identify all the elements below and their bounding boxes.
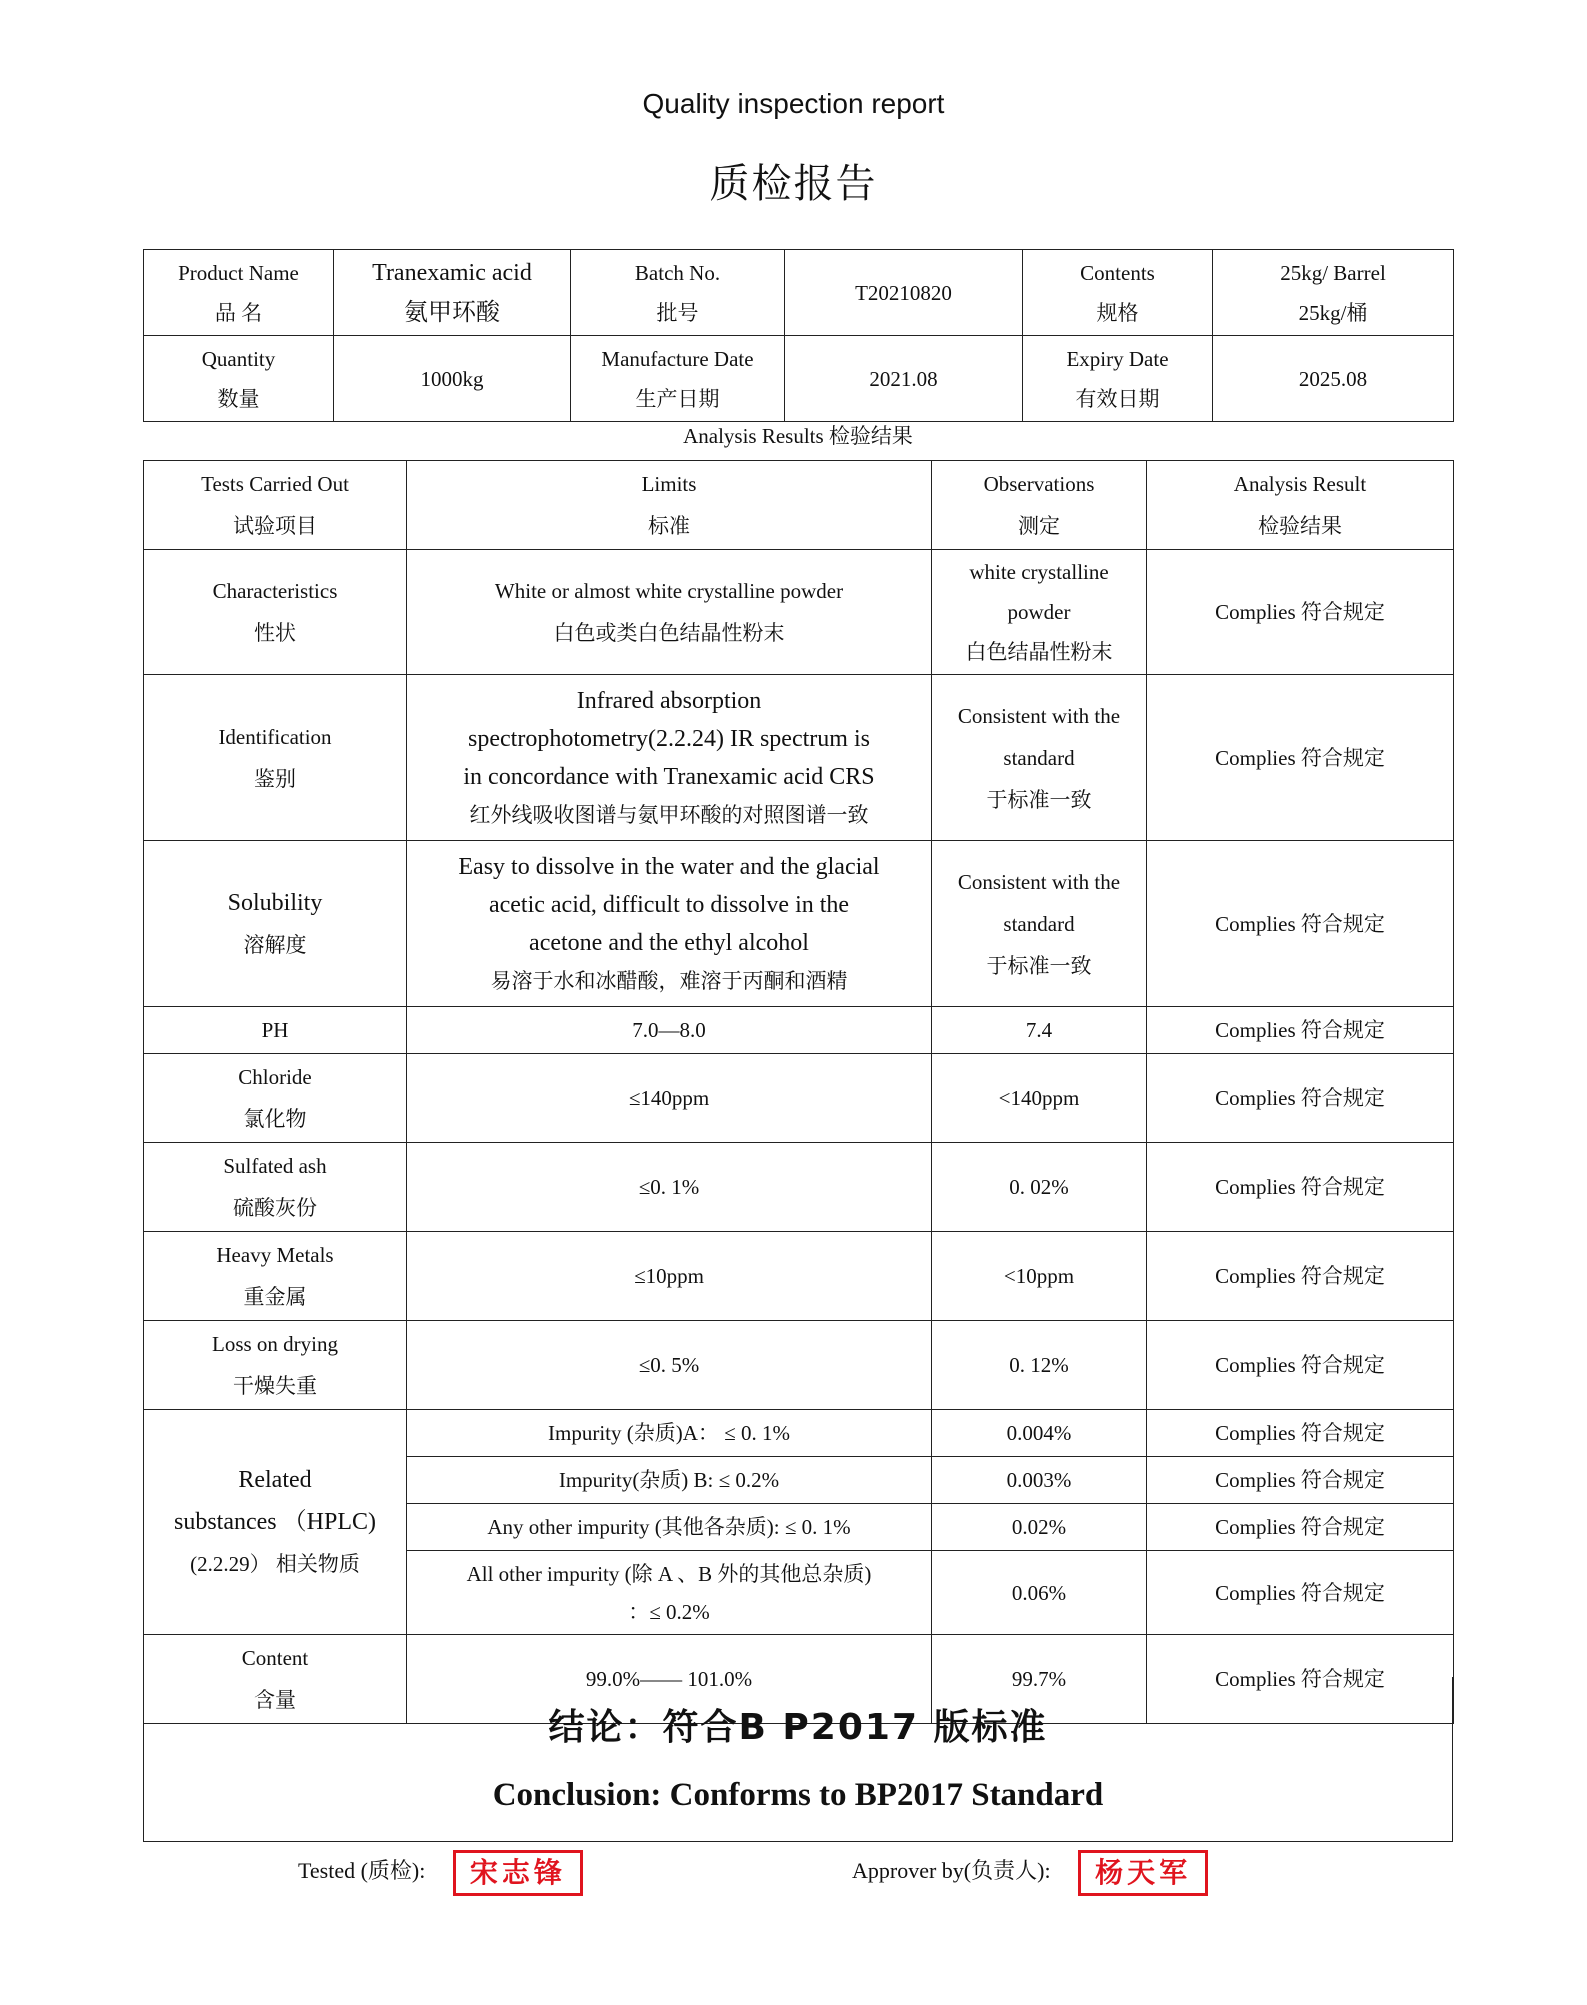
quantity-value: 1000kg: [334, 336, 571, 422]
info-row-1: [144, 250, 1454, 336]
row-identification: [144, 675, 1454, 841]
product-name-label-zh: 品 名: [214, 300, 263, 325]
sulfated-ash-test: [144, 1143, 407, 1232]
analysis-results-table: [143, 460, 1454, 1724]
header-tests-en: Tests Carried Out: [201, 472, 349, 496]
manufacture-date-label: [571, 336, 785, 422]
identification-test-zh: 鉴别: [254, 766, 296, 791]
expiry-date-label: [1023, 336, 1213, 422]
info-row-2: [144, 336, 1454, 422]
related-test-line1: Related: [238, 1467, 312, 1493]
content-test-zh: 含量: [254, 1688, 296, 1712]
identification-result: Complies 符合规定: [1147, 675, 1454, 841]
chloride-test: [144, 1054, 407, 1143]
row-loss-on-drying: [144, 1321, 1454, 1410]
total-impurity-observation: 0.06%: [932, 1551, 1147, 1635]
characteristics-test-en: Characteristics: [212, 579, 338, 603]
tested-label: Tested (质检):: [298, 1858, 426, 1884]
row-heavy-metals: [144, 1232, 1454, 1321]
header-limits-en: Limits: [641, 472, 697, 496]
solubility-test-zh: 溶解度: [243, 932, 307, 957]
ph-test: PH: [144, 1007, 407, 1054]
solubility-observation: [932, 841, 1147, 1007]
header-result-zh: 检验结果: [1258, 514, 1342, 538]
solubility-obs-line1: Consistent with the: [957, 869, 1121, 894]
product-info-table: [143, 249, 1454, 422]
identification-limit: [407, 675, 932, 841]
solubility-obs-line2: standard: [1003, 911, 1075, 936]
contents-label-zh: 规格: [1096, 300, 1139, 325]
impurity-a-limit: Impurity (杂质)A： ≤ 0. 1%: [407, 1410, 932, 1457]
related-substances-test: [144, 1410, 407, 1635]
header-limits-zh: 标准: [648, 514, 690, 538]
approver-stamp: 杨天军: [1078, 1850, 1208, 1896]
solubility-limit: [407, 841, 932, 1007]
content-test-en: Content: [241, 1646, 309, 1670]
loss-on-drying-test-zh: 干燥失重: [233, 1374, 317, 1398]
sulfated-ash-observation: 0. 02%: [932, 1143, 1147, 1232]
contents-label-en: Contents: [1080, 260, 1155, 285]
expiry-date-value: 2025.08: [1213, 336, 1454, 422]
content-result: Complies 符合规定: [1147, 1635, 1454, 1724]
header-obs-zh: 测定: [1018, 514, 1060, 538]
content-limit: 99.0%—— 101.0%: [407, 1635, 932, 1724]
impurity-a-observation: 0.004%: [932, 1410, 1147, 1457]
total-impurity-limit-line1: All other impurity (除 A 、B 外的其他总杂质): [466, 1561, 872, 1586]
loss-on-drying-limit: ≤0. 5%: [407, 1321, 932, 1410]
solubility-limit-zh: 易溶于水和冰醋酸，难溶于丙酮和酒精: [490, 968, 848, 993]
batch-label: [571, 250, 785, 336]
characteristics-observation: [932, 550, 1147, 675]
expiry-label-en: Expiry Date: [1066, 346, 1169, 371]
impurity-b-limit: Impurity(杂质) B: ≤ 0.2%: [407, 1457, 932, 1504]
heavy-metals-observation: <10ppm: [932, 1232, 1147, 1321]
header-tests: [144, 461, 407, 550]
batch-label-en: Batch No.: [634, 260, 721, 285]
report-title-en: Quality inspection report: [642, 88, 945, 119]
header-obs-en: Observations: [983, 472, 1095, 496]
row-sulfated-ash: [144, 1143, 1454, 1232]
identification-test: [144, 675, 407, 841]
row-solubility: [144, 841, 1454, 1007]
batch-label-zh: 批号: [656, 300, 699, 325]
product-name-value: [334, 250, 571, 336]
heavy-metals-test: [144, 1232, 407, 1321]
header-result-en: Analysis Result: [1233, 472, 1367, 496]
content-observation: 99.7%: [932, 1635, 1147, 1724]
identification-obs-line1: Consistent with the: [957, 703, 1121, 728]
sulfated-ash-limit: ≤0. 1%: [407, 1143, 932, 1232]
contents-value-zh: 25kg/桶: [1298, 300, 1368, 325]
any-impurity-result: Complies 符合规定: [1147, 1504, 1454, 1551]
identification-observation: [932, 675, 1147, 841]
batch-value: T20210820: [785, 250, 1023, 336]
loss-on-drying-observation: 0. 12%: [932, 1321, 1147, 1410]
tested-signature: [298, 1850, 583, 1896]
characteristics-obs-line1: white crystalline: [969, 560, 1109, 584]
ph-observation: 7.4: [932, 1007, 1147, 1054]
solubility-obs-line3: 于标准一致: [986, 953, 1092, 978]
quantity-label-zh: 数量: [217, 386, 260, 411]
quantity-label: [144, 336, 334, 422]
chloride-test-en: Chloride: [238, 1065, 312, 1089]
manufacture-label-en: Manufacture Date: [601, 346, 754, 371]
solubility-result: Complies 符合规定: [1147, 841, 1454, 1007]
conclusion-en: Conclusion: Conforms to BP2017 Standard: [492, 1777, 1104, 1813]
manufacture-date-value: 2021.08: [785, 336, 1023, 422]
impurity-b-result: Complies 符合规定: [1147, 1457, 1454, 1504]
conclusion-box: [143, 1677, 1453, 1842]
identification-obs-line3: 于标准一致: [986, 787, 1092, 812]
chloride-result: Complies 符合规定: [1147, 1054, 1454, 1143]
loss-on-drying-result: Complies 符合规定: [1147, 1321, 1454, 1410]
sulfated-ash-test-en: Sulfated ash: [223, 1154, 327, 1178]
chloride-observation: <140ppm: [932, 1054, 1147, 1143]
analysis-header-row: [144, 461, 1454, 550]
total-impurity-limit-line2: ：≤ 0.2%: [628, 1599, 710, 1624]
identification-limit-line2: spectrophotometry(2.2.24) IR spectrum is: [468, 725, 870, 752]
loss-on-drying-test: [144, 1321, 407, 1410]
tested-stamp: 宋志锋: [453, 1850, 583, 1896]
header-result: [1147, 461, 1454, 550]
row-related-a: [144, 1410, 1454, 1457]
impurity-b-observation: 0.003%: [932, 1457, 1147, 1504]
related-test-line2: substances （HPLC): [174, 1509, 376, 1535]
contents-value-en: 25kg/ Barrel: [1280, 260, 1386, 285]
analysis-caption: Analysis Results 检验结果: [683, 424, 913, 448]
characteristics-obs-line2: powder: [1007, 600, 1071, 624]
identification-obs-line2: standard: [1003, 745, 1075, 770]
contents-value: [1213, 250, 1454, 336]
identification-limit-line1: Infrared absorption: [576, 687, 762, 714]
solubility-limit-line3: acetone and the ethyl alcohol: [529, 929, 809, 956]
characteristics-obs-line3: 白色结晶性粉末: [965, 640, 1113, 664]
approver-label: Approver by(负责人):: [852, 1858, 1051, 1884]
contents-label: [1023, 250, 1213, 336]
heavy-metals-test-en: Heavy Metals: [216, 1243, 334, 1267]
sulfated-ash-result: Complies 符合规定: [1147, 1143, 1454, 1232]
report-title-zh: 质检报告: [709, 161, 878, 206]
conclusion-zh: 结论：符合B P2017 版标准: [548, 1707, 1048, 1748]
total-impurity-limit: [407, 1551, 932, 1635]
solubility-test-en: Solubility: [227, 889, 323, 916]
solubility-test: [144, 841, 407, 1007]
expiry-label-zh: 有效日期: [1075, 386, 1160, 411]
quantity-label-en: Quantity: [201, 346, 276, 371]
total-impurity-result: Complies 符合规定: [1147, 1551, 1454, 1635]
header-tests-zh: 试验项目: [233, 514, 317, 538]
characteristics-limit-zh: 白色或类白色结晶性粉末: [553, 621, 785, 645]
row-ph: [144, 1007, 1454, 1054]
solubility-limit-line1: Easy to dissolve in the water and the glacial: [458, 853, 880, 880]
row-chloride: [144, 1054, 1454, 1143]
solubility-limit-line2: acetic acid, difficult to dissolve in the: [488, 891, 850, 918]
header-limits: [407, 461, 932, 550]
sulfated-ash-test-zh: 硫酸灰份: [233, 1196, 317, 1220]
identification-limit-zh: 红外线吸收图谱与氨甲环酸的对照图谱一致: [469, 802, 869, 827]
product-name-label-en: Product Name: [178, 260, 299, 285]
related-test-line3: (2.2.29） 相关物质: [190, 1552, 360, 1576]
characteristics-test: [144, 550, 407, 675]
header-observations: [932, 461, 1147, 550]
row-characteristics: [144, 550, 1454, 675]
any-impurity-observation: 0.02%: [932, 1504, 1147, 1551]
characteristics-limit: [407, 550, 932, 675]
ph-result: Complies 符合规定: [1147, 1007, 1454, 1054]
loss-on-drying-test-en: Loss on drying: [212, 1332, 338, 1356]
heavy-metals-test-zh: 重金属: [243, 1285, 307, 1309]
product-name-zh: 氨甲环酸: [404, 299, 500, 326]
product-name-label: [144, 250, 334, 336]
characteristics-result: Complies 符合规定: [1147, 550, 1454, 675]
product-name-en: Tranexamic acid: [372, 259, 532, 286]
heavy-metals-result: Complies 符合规定: [1147, 1232, 1454, 1321]
ph-limit: 7.0—8.0: [407, 1007, 932, 1054]
characteristics-test-zh: 性状: [254, 621, 296, 645]
identification-test-en: Identification: [218, 724, 332, 749]
manufacture-label-zh: 生产日期: [635, 386, 720, 411]
chloride-limit: ≤140ppm: [407, 1054, 932, 1143]
chloride-test-zh: 氯化物: [243, 1107, 307, 1131]
approver-signature: [852, 1850, 1208, 1896]
heavy-metals-limit: ≤10ppm: [407, 1232, 932, 1321]
any-impurity-limit: Any other impurity (其他各杂质): ≤ 0. 1%: [407, 1504, 932, 1551]
characteristics-limit-en: White or almost white crystalline powder: [494, 579, 844, 603]
identification-limit-line3: in concordance with Tranexamic acid CRS: [463, 763, 875, 790]
impurity-a-result: Complies 符合规定: [1147, 1410, 1454, 1457]
